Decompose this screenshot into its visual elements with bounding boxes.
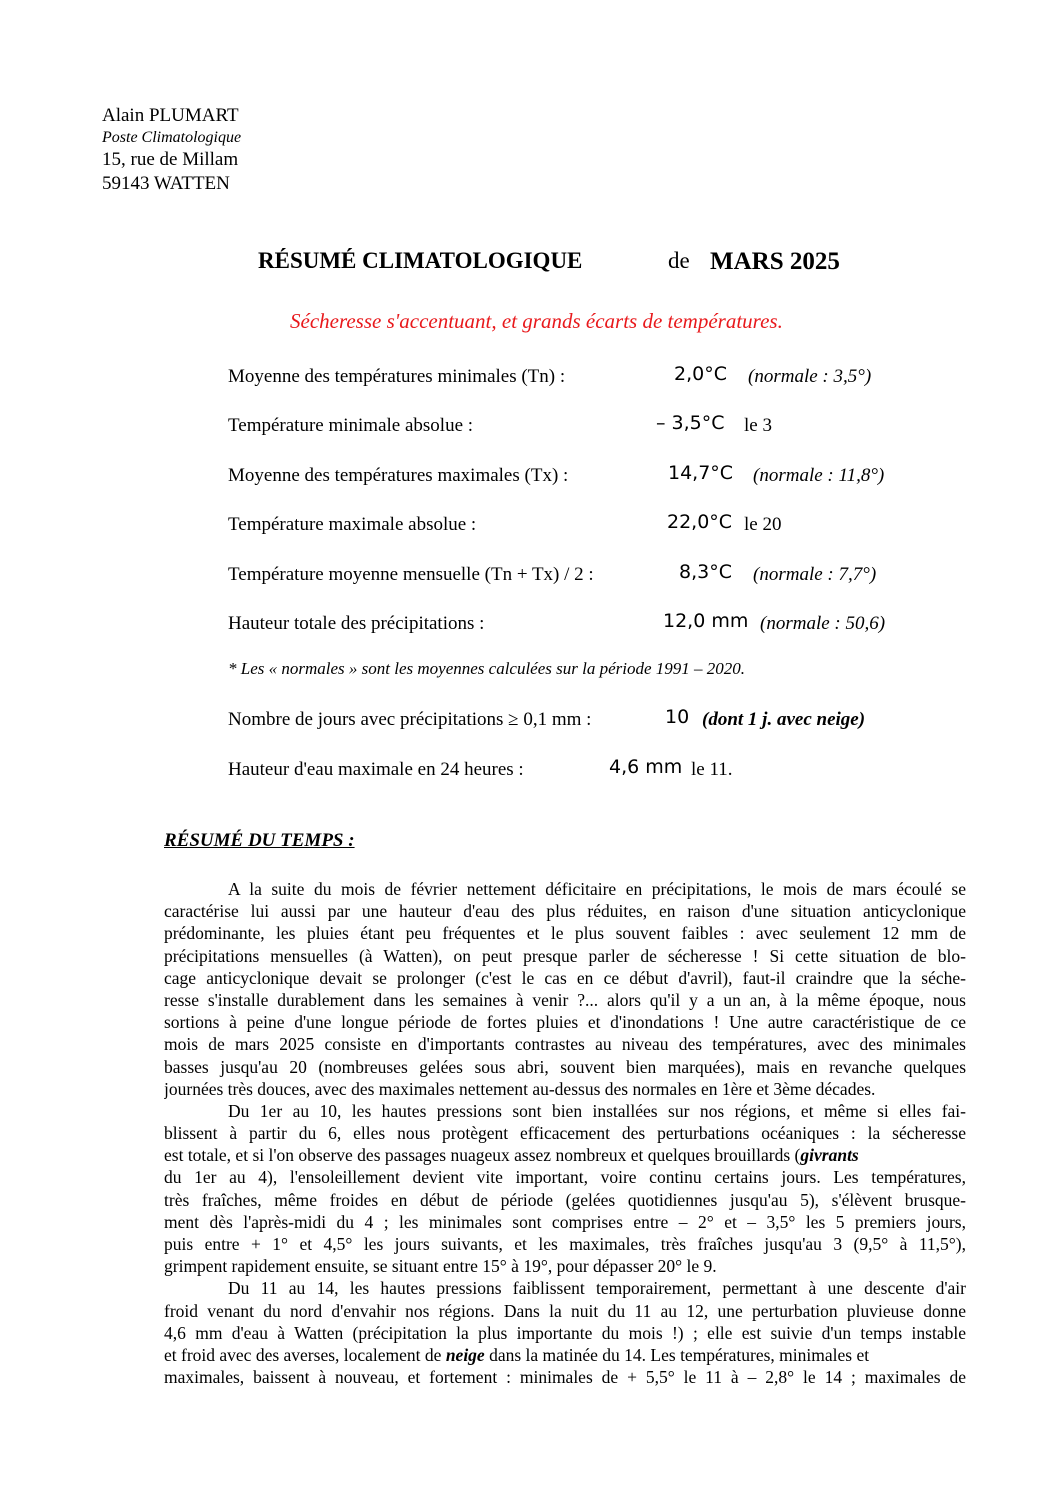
body-line: A la suite du mois de février nettement déficitaire en précipitations, le mois de mars écoulé se	[228, 879, 966, 899]
body-line: maximales, baissent à nouveau, et fortement : minimales de + 5,5° le 11 à – 2,8° le 14 ; maximales de	[164, 1367, 966, 1388]
stat-date: le 3	[744, 415, 772, 436]
stat-label: Hauteur d'eau maximale en 24 heures :	[228, 759, 524, 780]
emphasis-givrants: givrants	[800, 1145, 859, 1166]
stat-normal: (normale : 50,6)	[760, 613, 886, 634]
stat-label: Température minimale absolue :	[228, 415, 474, 436]
stat-row-tx-mean	[228, 462, 988, 495]
body-line: Du 11 au 14, les hautes pressions faiblissent temporairement, permettant à une descente d'air	[228, 1278, 966, 1299]
stat-label: Nombre de jours avec précipitations ≥ 0,1 mm :	[228, 709, 592, 730]
normals-footnote: * Les « normales » sont les moyennes calculées sur la période 1991 – 2020.	[228, 659, 746, 678]
stat-normal: (normale : 7,7°)	[753, 564, 877, 585]
stat-value: – 3,5°C	[656, 412, 725, 434]
emphasis-neige: neige	[445, 1344, 485, 1365]
body-line: basses jusqu'au 20 (nombreuses gelées sous abri, souvent bien marquées), mais en revanche quelques	[164, 1056, 966, 1077]
section-title: RÉSUMÉ DU TEMPS :	[164, 830, 355, 851]
stat-detail: (dont 1 j. avec neige)	[702, 709, 866, 730]
stat-value: 14,7°C	[668, 462, 734, 484]
body-line	[164, 1344, 966, 1366]
stat-value: 22,0°C	[667, 511, 733, 533]
stat-label: Température moyenne mensuelle (Tn + Tx) / 2 :	[228, 564, 594, 585]
stat-row-precip-days	[228, 706, 988, 739]
stat-value: 2,0°C	[674, 363, 727, 385]
stat-normal: (normale : 3,5°)	[748, 366, 872, 387]
stat-row-precip-total	[228, 610, 988, 643]
stat-normal: (normale : 11,8°)	[753, 465, 885, 486]
body-line: Du 1er au 10, les hautes pressions sont bien installées sur nos régions, et même si elles fai-	[228, 1100, 966, 1121]
page-title-period: MARS 2025	[710, 248, 840, 275]
body-text-run: et froid avec des averses, localement de	[164, 1344, 446, 1365]
page-title: RÉSUMÉ CLIMATOLOGIQUE	[258, 248, 583, 273]
body-line: mois de mars 2025 consiste en d'importants contrastes au niveau des températures, avec des minimales	[164, 1034, 966, 1055]
body-line: 4,6 mm d'eau à Watten (précipitation la plus importante du mois !) ; elle est suivie d'un temps instable	[164, 1322, 966, 1343]
body-text-run: dans la matinée du 14. Les températures, minimales et	[484, 1344, 870, 1365]
page-subtitle: Sécheresse s'accentuant, et grands écarts de températures.	[290, 309, 783, 333]
body-line	[164, 1144, 966, 1166]
body-line: puis entre + 1° et 4,5° les jours suivants, et les maximales, très fraîches jusqu'au 3 (9,5° à 11,5°),	[164, 1234, 966, 1254]
stat-value: 4,6 mm	[609, 756, 683, 778]
body-text-run: est totale, et si l'on observe des passages nuageux assez nombreux et quelques brouillards (	[164, 1145, 801, 1166]
stat-row-tn-absolute	[228, 412, 988, 445]
body-line: du 1er au 4), l'ensoleillement devient vite important, voire continu certains jours. Les températures,	[164, 1167, 966, 1188]
sender-name: Alain PLUMART	[102, 105, 239, 126]
body-line: sortions à peine d'une longue période de fortes pluies et d'inondations ! Une autre caractéristique de ce	[164, 1012, 966, 1033]
stat-label: Moyenne des températures minimales (Tn) :	[228, 366, 566, 387]
weather-summary-body	[164, 878, 966, 1388]
body-line: très fraîches, même froides en début de période (gelées quotidiennes jusqu'au 5), s'élèvent brusque-	[164, 1189, 966, 1210]
stat-value: 8,3°C	[679, 561, 732, 583]
stat-date: le 20	[744, 514, 782, 535]
stat-row-tn-mean	[228, 363, 988, 396]
stat-value: 10	[665, 706, 690, 728]
body-line: précipitations mensuelles (à Watten), on peut presque parler de sécheresse ! Si cette situation de blo-	[164, 945, 966, 966]
sender-street: 15, rue de Millam	[102, 149, 239, 170]
sender-role: Poste Climatologique	[102, 129, 242, 146]
body-line: froid venant du nord d'envahir nos régions. Dans la nuit du 11 au 12, une perturbation pluvieuse donne	[164, 1300, 966, 1321]
page-title-connector: de	[668, 248, 690, 273]
sender-address	[102, 104, 241, 196]
sender-city: 59143 WATTEN	[102, 173, 230, 194]
body-line: resse s'installe durablement dans les semaines à venir ?... alors qu'il y a un an, à la même époque, nous	[164, 989, 966, 1010]
body-line: grimpent rapidement ensuite, se situant entre 15° à 19°, pour dépasser 20° le 9.	[164, 1256, 717, 1277]
body-line: cage anticyclonique devait se prolonger (c'est le cas en ce début d'avril), faut-il craindre que la séche-	[164, 967, 966, 988]
body-line: ment dès l'après-midi du 4 ; les minimales sont comprises entre – 2° et – 3,5° les 5 premiers jours,	[164, 1211, 966, 1232]
body-line: journées très douces, avec des maximales nettement au-dessus des normales en 1ère et 3ème décades.	[164, 1078, 876, 1099]
stat-label: Température maximale absolue :	[228, 514, 477, 535]
stat-row-tx-absolute	[228, 511, 988, 544]
stat-date: le 11.	[691, 759, 733, 780]
stat-row-monthly-mean	[228, 561, 988, 594]
body-line: blissent à partir du 6, elles nous protègent efficacement des perturbations océaniques : la sécheresse	[164, 1123, 966, 1144]
stat-value: 12,0 mm	[663, 610, 749, 632]
body-line: prédominante, les pluies étant peu fréquentes et le plus souvent faibles : avec seulement 12 mm de	[164, 923, 966, 944]
stat-label: Moyenne des températures maximales (Tx) :	[228, 465, 569, 486]
stat-label: Hauteur totale des précipitations :	[228, 613, 485, 634]
stat-row-max-24h	[228, 756, 988, 789]
body-line: caractérise lui aussi par une hauteur d'eau des plus réduites, en raison d'une situation anticyclonique	[164, 901, 966, 922]
